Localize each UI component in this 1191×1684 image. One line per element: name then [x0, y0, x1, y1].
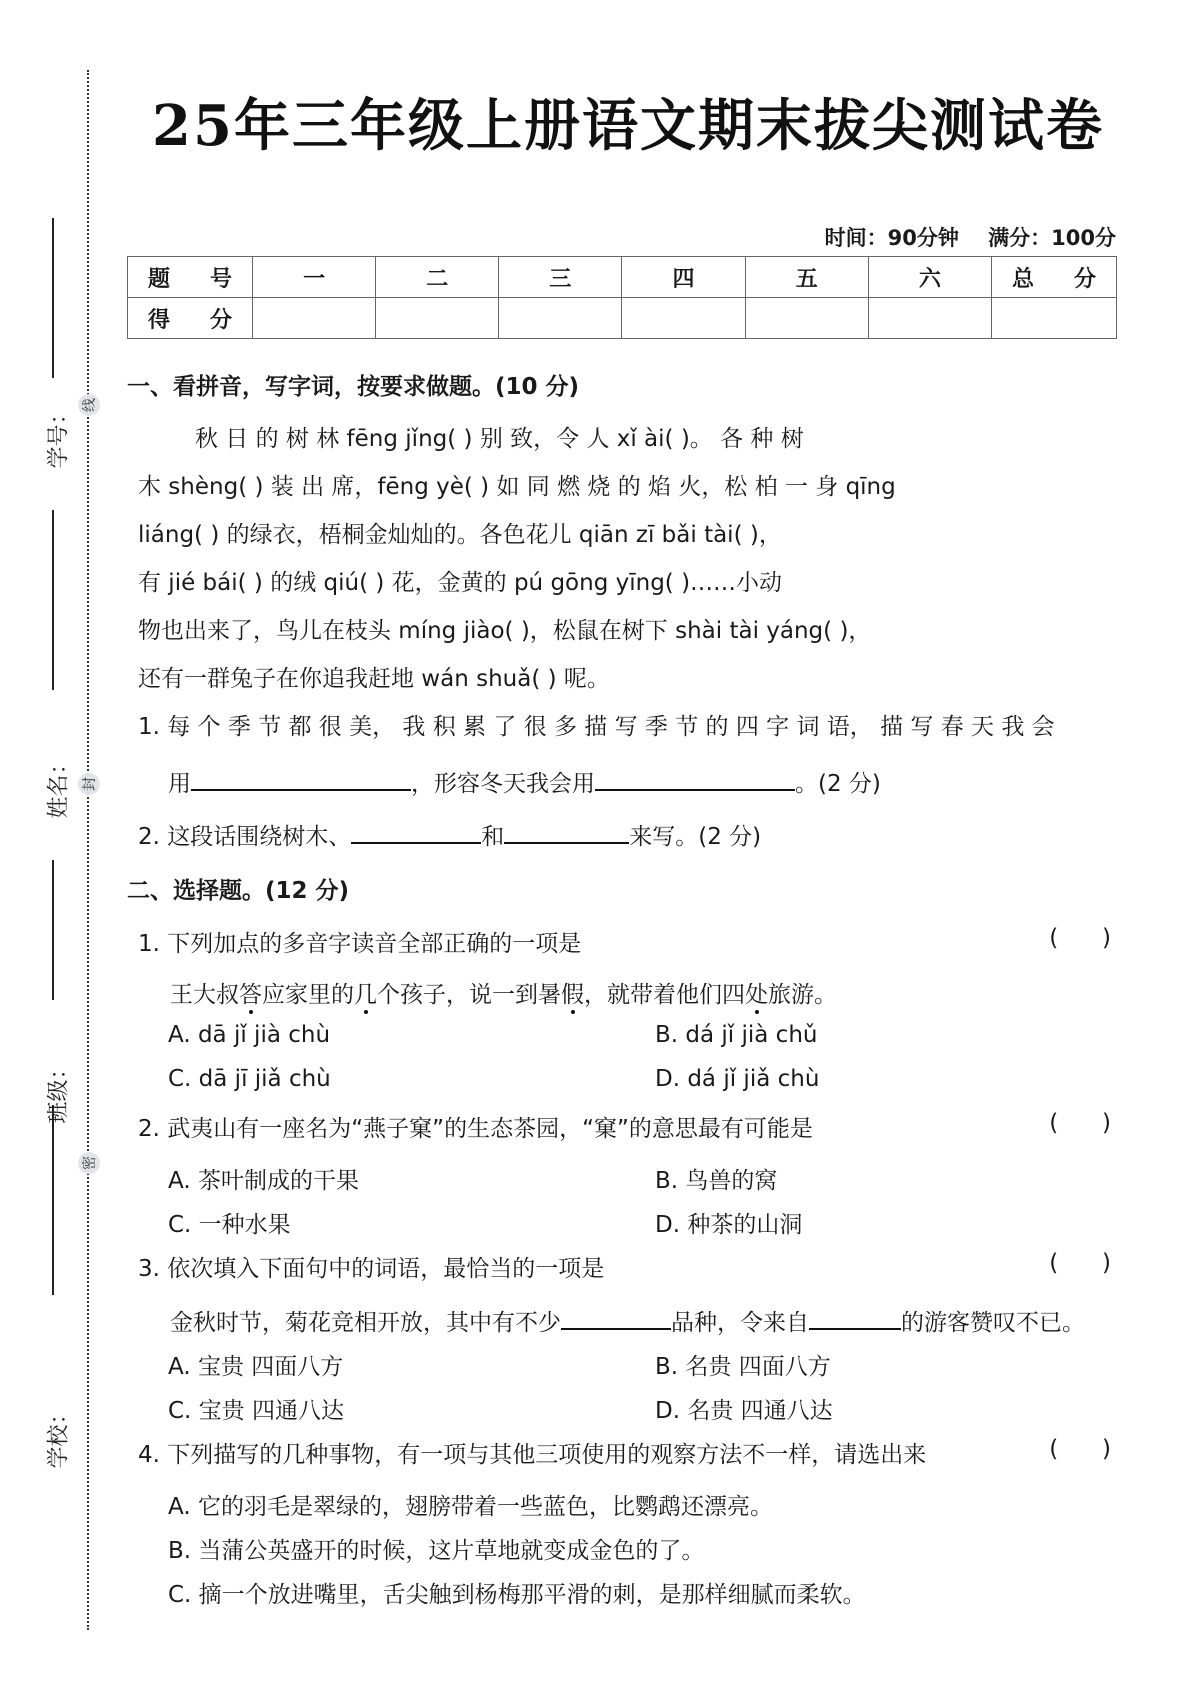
- mc-question-3-sentence: [170, 1304, 1085, 1337]
- score-table-cell: 一: [253, 257, 376, 298]
- option-d[interactable]: D. 名贵 四通八达: [655, 1398, 833, 1424]
- option-a[interactable]: A. dā jǐ jià chù: [168, 1022, 331, 1048]
- exam-meta: [803, 222, 1116, 252]
- mc-question-1-sentence: [170, 976, 837, 1009]
- option-c[interactable]: C. dā jī jiǎ chù: [168, 1066, 331, 1092]
- passage-line: 还有一群兔子在你追我赶地 wán shuǎ( ) 呢。: [138, 666, 610, 692]
- class-line[interactable]: [52, 860, 54, 1000]
- score-table-cell: 六: [868, 257, 991, 298]
- option-b[interactable]: B. 当蒲公英盛开的时候，这片草地就变成金色的了。: [168, 1538, 705, 1564]
- text: 品种，令来自: [671, 1310, 809, 1336]
- option-d[interactable]: D. 种茶的山洞: [655, 1212, 803, 1238]
- time-limit: 时间：90分钟: [824, 226, 959, 250]
- answer-blank[interactable]: [561, 1306, 671, 1330]
- score-table-cell: 二: [376, 257, 499, 298]
- option-a[interactable]: A. 它的羽毛是翠绿的，翅膀带着一些蓝色，比鹦鹉还漂亮。: [168, 1494, 773, 1520]
- seal-mark-feng: 封: [78, 773, 100, 795]
- option-b[interactable]: B. dá jǐ jià chǔ: [655, 1022, 818, 1048]
- text: 的游客赞叹不已。: [901, 1310, 1085, 1336]
- answer-paren[interactable]: ( ): [1049, 1436, 1111, 1462]
- score-table-cell: 题 号: [128, 257, 253, 298]
- school-line[interactable]: [52, 1105, 54, 1295]
- score-table-cell: 三: [499, 257, 622, 298]
- score-input-cell[interactable]: [992, 298, 1117, 339]
- name-line[interactable]: [52, 510, 54, 690]
- section-1-heading: 一、看拼音，写字词，按要求做题。(10 分): [127, 374, 580, 400]
- passage-line: 秋 日 的 树 林 fēng jǐng( ) 别 致，令 人 xǐ ài( )。 各 种 树: [195, 426, 804, 452]
- answer-blank[interactable]: [191, 767, 411, 791]
- mc-question-4-stem: 4. 下列描写的几种事物，有一项与其他三项使用的观察方法不一样，请选出来: [138, 1442, 927, 1468]
- q-text: 和: [481, 824, 505, 850]
- answer-blank[interactable]: [504, 820, 629, 844]
- answer-blank[interactable]: [809, 1306, 901, 1330]
- class-label: 班级：: [46, 1057, 72, 1124]
- q-text: ，形容冬天我会用: [411, 771, 595, 797]
- binding-margin: [0, 0, 110, 1684]
- q-text: 2. 这段话围绕树木、: [138, 824, 352, 850]
- option-c[interactable]: C. 一种水果: [168, 1212, 291, 1238]
- s1-question-1: 1. 每 个 季 节 都 很 美， 我 积 累 了 很 多 描 写 季 节 的 四 字 词 语， 描 写 春 天 我 会: [138, 714, 1055, 740]
- full-score: 满分：100分: [988, 226, 1116, 250]
- text: 个孩子，说一到暑: [377, 982, 561, 1008]
- student-id-line[interactable]: [52, 218, 54, 378]
- option-b[interactable]: B. 名贵 四面八方: [655, 1354, 831, 1380]
- mc-question-3-stem: 3. 依次填入下面句中的词语，最恰当的一项是: [138, 1256, 605, 1282]
- section-2-heading: 二、选择题。(12 分): [127, 878, 350, 904]
- score-row-label: 得 分: [128, 298, 253, 339]
- mc-question-2-stem: 2. 武夷山有一座名为“燕子窠”的生态茶园，“窠”的意思最有可能是: [138, 1116, 813, 1142]
- seal-mark-mi: 密: [78, 1152, 100, 1174]
- q-text: 用: [168, 771, 191, 797]
- cut-line: [87, 70, 89, 1630]
- option-c[interactable]: C. 宝贵 四通八达: [168, 1398, 344, 1424]
- passage-line: 物也出来了，鸟儿在枝头 míng jiào( )，松鼠在树下 shài tài yáng( )，: [138, 618, 872, 644]
- seal-mark-xian: 线: [78, 394, 100, 416]
- text: 金秋时节，菊花竞相开放，其中有不少: [170, 1310, 561, 1336]
- text: ，就带着他们四: [584, 982, 745, 1008]
- score-input-cell[interactable]: [622, 298, 745, 339]
- dotted-char: 答: [239, 982, 262, 1008]
- score-table-score-row: [128, 298, 1117, 339]
- student-id-label: 学号：: [46, 402, 72, 469]
- dotted-char: 处: [745, 982, 768, 1008]
- answer-paren[interactable]: ( ): [1049, 925, 1111, 951]
- score-input-cell[interactable]: [868, 298, 991, 339]
- answer-paren[interactable]: ( ): [1049, 1110, 1111, 1136]
- answer-blank[interactable]: [351, 820, 481, 844]
- name-label: 姓名：: [46, 752, 72, 819]
- score-table-cell: 总 分: [992, 257, 1117, 298]
- score-input-cell[interactable]: [499, 298, 622, 339]
- mc-question-1-stem: 1. 下列加点的多音字读音全部正确的一项是: [138, 931, 582, 957]
- q-text: 。(2 分): [795, 771, 881, 797]
- text: 旅游。: [768, 982, 837, 1008]
- score-table-header-row: [128, 257, 1117, 298]
- score-input-cell[interactable]: [253, 298, 376, 339]
- dotted-char: 假: [561, 982, 584, 1008]
- answer-paren[interactable]: ( ): [1049, 1250, 1111, 1276]
- text: 应家里的: [262, 982, 354, 1008]
- option-b[interactable]: B. 鸟兽的窝: [655, 1168, 778, 1194]
- option-d[interactable]: D. dá jǐ jiǎ chù: [655, 1066, 820, 1092]
- passage-line: 有 jié bái( ) 的绒 qiú( ) 花，金黄的 pú gōng yīng( )……小动: [138, 570, 783, 596]
- passage-line: liáng( ) 的绿衣，梧桐金灿灿的。各色花儿 qiān zī bǎi tài( )，: [138, 522, 782, 548]
- score-input-cell[interactable]: [745, 298, 868, 339]
- score-table: [127, 256, 1117, 339]
- s1-question-2: [138, 818, 761, 851]
- score-input-cell[interactable]: [376, 298, 499, 339]
- option-c[interactable]: C. 摘一个放进嘴里，舌尖触到杨梅那平滑的刺，是那样细腻而柔软。: [168, 1582, 866, 1608]
- school-label: 学校：: [46, 1402, 72, 1469]
- page-title: 25年三年级上册语文期末拔尖测试卷: [152, 93, 1104, 159]
- option-a[interactable]: A. 宝贵 四面八方: [168, 1354, 344, 1380]
- score-table-cell: 五: [745, 257, 868, 298]
- option-a[interactable]: A. 茶叶制成的干果: [168, 1168, 359, 1194]
- dotted-char: 几: [354, 982, 377, 1008]
- q-text: 来写。(2 分): [629, 824, 762, 850]
- answer-blank[interactable]: [595, 767, 795, 791]
- passage-line: 木 shèng( ) 装 出 席，fēng yè( ) 如 同 燃 烧 的 焰 火，松 柏 一 身 qīng: [138, 474, 896, 500]
- text: 王大叔: [170, 982, 239, 1008]
- s1-question-1-blanks: [168, 765, 881, 798]
- score-table-cell: 四: [622, 257, 745, 298]
